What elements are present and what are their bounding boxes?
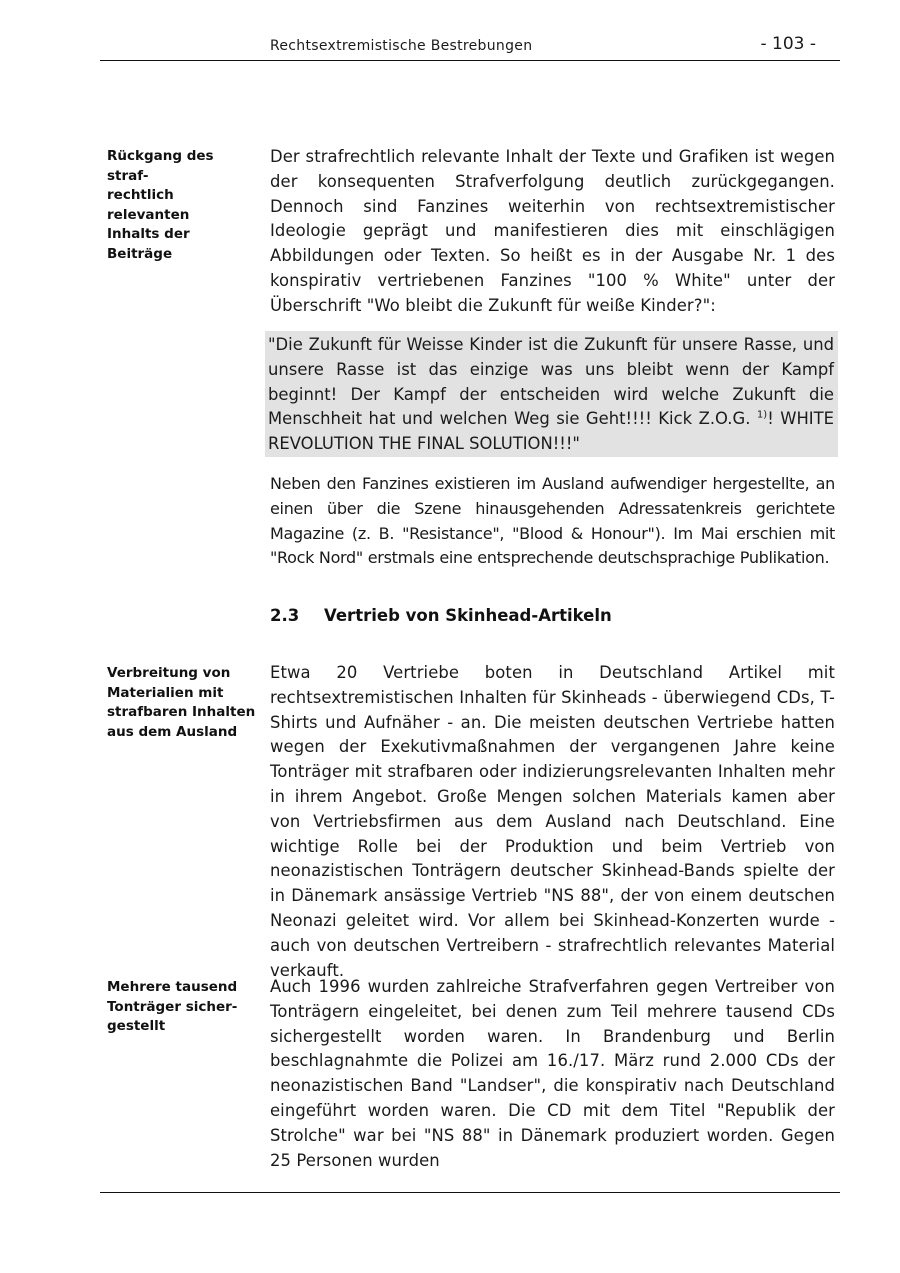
- running-title: Rechtsextremistische Bestrebungen: [270, 38, 533, 54]
- margin-note-distribution: Verbreitung von Materialien mit strafbaren Inhalten aus dem Ausland: [107, 665, 256, 740]
- paragraph-magazines: Neben den Fanzines existieren im Ausland aufwendiger hergestellte, an einen über die Szene hinausgehenden Adressatenkreis gerichtete Magazine (z. B. "Resistance", "Blood & Honour"). Im Mai erschien mit "Rock Nord" erstmals eine entsprechende deutschsprachige Publikation.: [270, 474, 835, 568]
- footer-rule: [100, 1192, 840, 1193]
- paragraph-fanzine-content: Der strafrechtlich relevante Inhalt der Texte und Grafiken ist wegen der konsequenten Strafverfolgung deutlich zurückgegangen. Dennoch sind Fanzines weiterhin von rechtsextremistischer Ideologie geprägt und manifestieren dies mit einschlägigen Abbildungen oder Texten. So heißt es in der Ausgabe Nr. 1 des konspirativ vertriebenen Fanzines "100 % White" unter der Überschrift "Wo bleibt die Zukunft für weiße Kinder?":: [270, 147, 835, 315]
- paragraph-proceedings: Auch 1996 wurden zahlreiche Strafverfahren gegen Vertreiber von Tonträgern eingeleitet, bei denen zum Teil mehrere tausend CDs sichergestellt worden waren. In Brandenburg und Berlin beschlagnahmte die Polizei am 16./17. März rund 2.000 CDs der neonazistischen Band "Landser", die konspirativ nach Deutschland eingeführt worden waren. Die CD mit dem Titel "Republik der Strolche" war bei "NS 88" in Dänemark produziert worden. Gegen 25 Personen wurden: [270, 977, 835, 1170]
- section-number: 2.3: [270, 606, 300, 625]
- margin-note-seized: Mehrere tausend Tonträger sicher- gestellt: [107, 979, 238, 1034]
- section-title: Vertrieb von Skinhead-Artikeln: [324, 606, 612, 625]
- quote-block: [265, 331, 838, 457]
- section-heading: [270, 606, 612, 625]
- quote-text-start: "Die Zukunft für Weisse Kinder ist die Zukunft für unsere Rasse, und unsere Rasse ist das einzige was uns bleibt wenn der Kampf beginnt! Der Kampf der entscheiden wird welche Zukunft die Menschheit hat und welchen Weg sie Geht!!!! Kick Z.O.G.: [268, 335, 834, 429]
- page-number: - 103 -: [760, 34, 816, 54]
- margin-note-decline: Rückgang des straf- rechtlich relevanten Inhalts der Beiträge: [107, 148, 214, 262]
- quote-text-end: ! WHITE REVOLUTION THE FINAL SOLUTION!!!": [268, 409, 834, 454]
- footnote-marker: 1): [756, 409, 768, 421]
- page-header: [100, 34, 840, 61]
- paragraph-distributors: Etwa 20 Vertriebe boten in Deutschland Artikel mit rechtsextremistischen Inhalten für Skinheads - überwiegend CDs, T-Shirts und Aufnäher - an. Die meisten deutschen Vertriebe hatten wegen der Exekutivmaßnahmen der vergangenen Jahre keine Tonträger mit strafbaren oder indizierungsrelevanten Inhalten mehr in ihrem Angebot. Große Mengen solchen Materials kamen aber von Vertriebsfirmen aus dem Ausland nach Deutschland. Eine wichtige Rolle bei der Produktion und beim Vertrieb von neonazistischen Tonträgern deutscher Skinhead-Bands spielte der in Dänemark ansässige Vertrieb "NS 88", der von einem deutschen Neonazi geleitet wird. Vor allem bei Skinhead-Konzerten wurde - auch von deutschen Vertreibern - strafrechtlich relevantes Material verkauft.: [270, 663, 835, 980]
